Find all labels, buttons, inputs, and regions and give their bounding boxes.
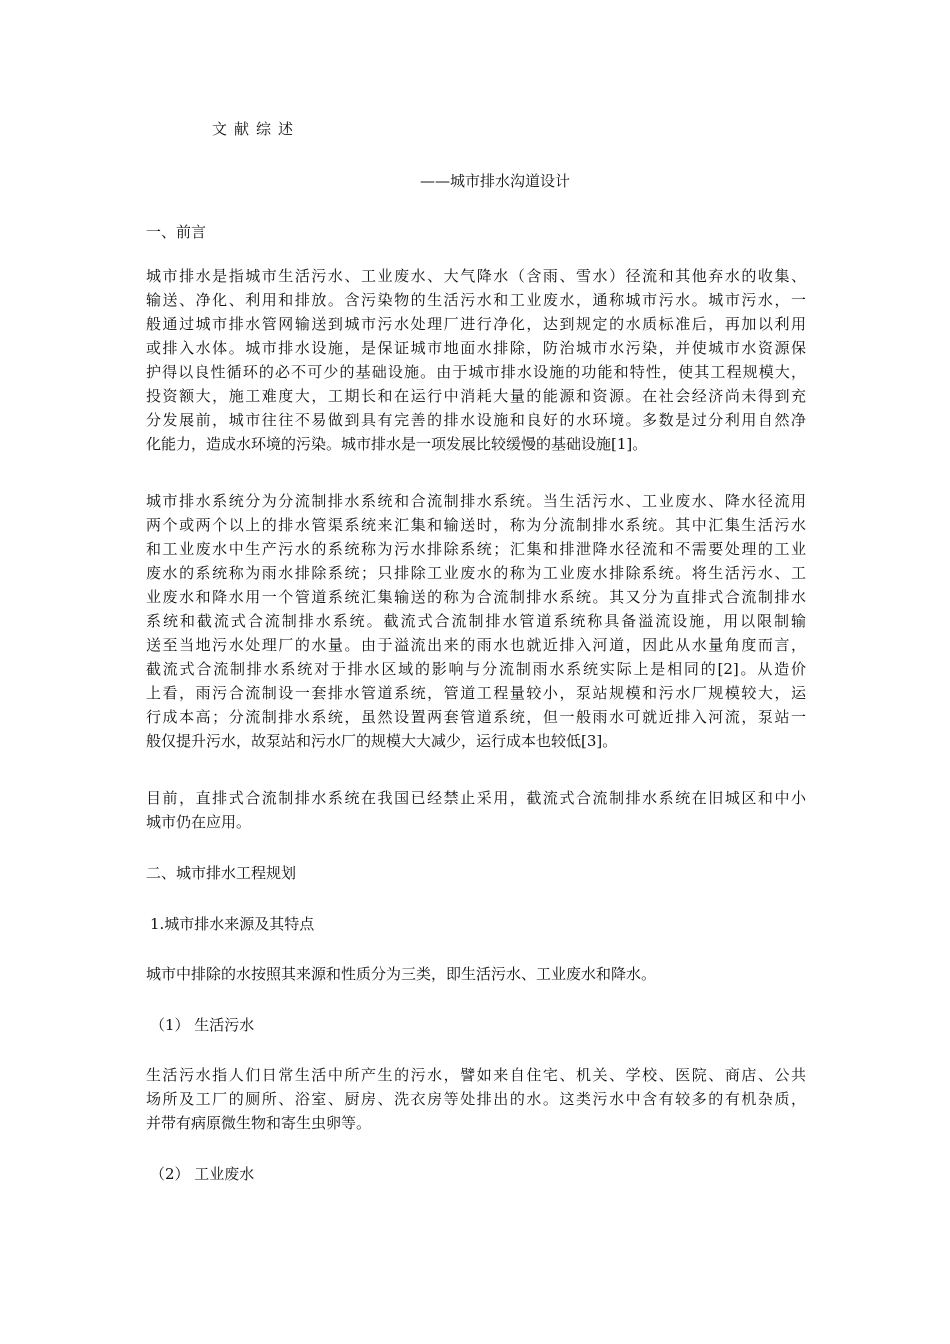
text-line: 行成本高；分流制排水系统，虽然设置两套管道系统，但一般雨水可就近排入河流，泵站一 — [146, 708, 806, 726]
document-title: 文献综述 — [212, 120, 301, 138]
text-line: 般仅提升污水，故泵站和污水厂的规模大大减少，运行成本也较低[3]。 — [146, 732, 618, 750]
text-line: 送至当地污水处理厂的水量。由于溢流出来的雨水也就近排入河道，因此从水量角度而言， — [146, 636, 806, 654]
text-line: 场所及工厂的厕所、浴室、厨房、洗衣房等处排出的水。这类污水中含有较多的有机杂质， — [146, 1090, 806, 1108]
text-line: 城市仍在应用。 — [146, 813, 252, 831]
text-line: 或排入水体。城市排水设施，是保证城市地面水排除，防治城市水污染，并使城市水资源保 — [146, 339, 806, 357]
text-line: 生活污水指人们日常生活中所产生的污水，譬如来自住宅、机关、学校、医院、商店、公共 — [146, 1066, 806, 1084]
text-line: 般通过城市排水管网输送到城市污水处理厂进行净化，达到规定的水质标准后，再加以利用 — [146, 315, 806, 333]
section-heading-preface: 一、前言 — [146, 223, 207, 241]
text-line: 城市排水是指城市生活污水、工业废水、大气降水（含雨、雪水）径流和其他弃水的收集、 — [146, 267, 806, 285]
paragraph-sources-intro: 城市中排除的水按照其来源和性质分为三类，即生活污水、工业废水和降水。 — [146, 965, 657, 983]
paragraph-preface-2 — [146, 489, 806, 753]
text-line: 两个或两个以上的排水管渠系统来汇集和输送时，称为分流制排水系统。其中汇集生活污水 — [146, 516, 806, 534]
text-line: 废水的系统称为雨水排除系统；只排除工业废水的称为工业废水排除系统。将生活污水、工 — [146, 564, 806, 582]
text-line: 输送、净化、利用和排放。含污染物的生活污水和工业废水，通称城市污水。城市污水，一 — [146, 291, 806, 309]
text-line: 和工业废水中生产污水的系统称为污水排除系统；汇集和排泄降水径流和不需要处理的工业 — [146, 540, 806, 558]
paragraph-domestic-sewage — [146, 1063, 806, 1135]
text-line: 并带有病原微生物和寄生虫卵等。 — [146, 1114, 372, 1132]
document-subtitle: ——城市排水沟道设计 — [420, 172, 571, 190]
item-heading-domestic-sewage: （1） 生活污水 — [150, 1016, 255, 1034]
text-line: 业废水和降水用一个管道系统汇集输送的称为合流制排水系统。其又分为直排式合流制排水 — [146, 588, 806, 606]
text-line: 上看，雨污合流制设一套排水管道系统，管道工程量较小，泵站规模和污水厂规模较大，运 — [146, 684, 806, 702]
subsection-heading-sources: 1.城市排水来源及其特点 — [150, 915, 315, 933]
text-line: 分发展前，城市往往不易做到具有完善的排水设施和良好的水环境。多数是过分利用自然净 — [146, 411, 806, 429]
paragraph-preface-3 — [146, 786, 806, 834]
text-line: 截流式合流制排水系统对于排水区域的影响与分流制雨水系统实际上是相同的[2]。从造价 — [146, 660, 806, 678]
paragraph-preface-1 — [146, 264, 806, 456]
text-line: 化能力，造成水环境的污染。城市排水是一项发展比较缓慢的基础设施[1]。 — [146, 435, 648, 453]
text-line: 系统和截流式合流制排水系统。截流式合流制排水管道系统称具备溢流设施，用以限制输 — [146, 612, 806, 630]
section-heading-planning: 二、城市排水工程规划 — [146, 864, 297, 882]
text-line: 护得以良性循环的必不可少的基础设施。由于城市排水设施的功能和特性，使其工程规模大， — [146, 363, 806, 381]
text-line: 投资额大，施工难度大，工期长和在运行中消耗大量的能源和资源。在社会经济尚未得到充 — [146, 387, 806, 405]
text-line: 城市排水系统分为分流制排水系统和合流制排水系统。当生活污水、工业废水、降水径流用 — [146, 492, 806, 510]
text-line: 目前，直排式合流制排水系统在我国已经禁止采用，截流式合流制排水系统在旧城区和中小 — [146, 789, 806, 807]
item-heading-industrial-wastewater: （2） 工业废水 — [150, 1165, 255, 1183]
